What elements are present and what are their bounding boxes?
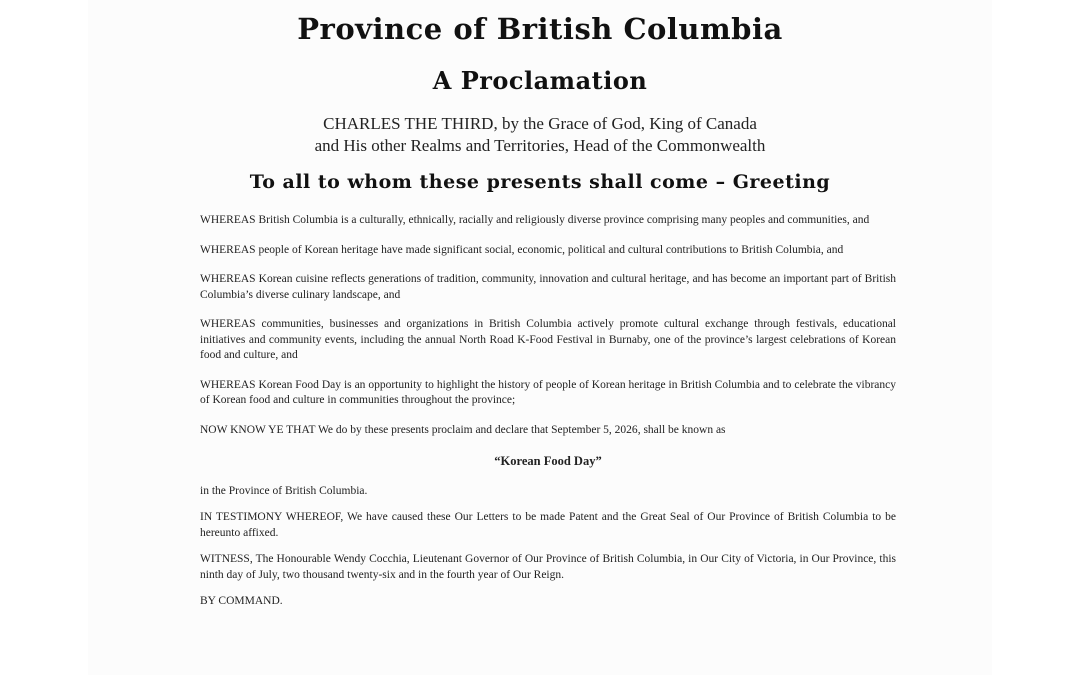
declaration — [200, 423, 896, 439]
whereas-5: WHEREAS Korean Food Day is an opportunity to highlight the history of people of Korean heritage in British Columbia and to celebrate the vibrancy of Korean food and culture in communities throughout the province; — [200, 378, 896, 406]
whereas-4: WHEREAS communities, businesses and organizations in British Columbia actively promote cultural exchange through festivals, educational initiatives and community events, including the annual North Road K-Food Festival in Burnaby, one of the province’s largest celebrations of Korean food and culture, and — [200, 318, 896, 361]
by-command: BY COMMAND. — [200, 595, 283, 607]
whereas-1: WHEREAS British Columbia is a culturally, ethnically, racially and religiously diverse province comprising many peoples and communities, and — [200, 214, 870, 226]
proclamation-body — [200, 213, 896, 610]
king-titles — [88, 113, 992, 157]
king-line-2: and His other Realms and Territories, Head of the Commonwealth — [314, 136, 766, 155]
witness: WITNESS, The Honourable Wendy Cocchia, Lieutenant Governor of Our Province of British Columbia, in Our City of Victoria, in Our Province, this ninth day of July, two thousand twenty-six and in the fourth year of Our Reign. — [200, 553, 896, 581]
declaration-tail: , shall be known as — [637, 423, 726, 436]
proclamation-page — [88, 0, 992, 675]
province-heading: Province of British Columbia — [297, 12, 783, 46]
declaration-lead: NOW KNOW YE THAT We do by these presents proclaim and declare that — [200, 423, 549, 436]
declaration-date: September 5, 2026 — [551, 423, 638, 436]
greeting-heading: To all to whom these presents shall come – Greeting — [249, 171, 831, 193]
day-name: “Korean Food Day” — [494, 454, 602, 468]
crest-fragment — [88, 0, 992, 6]
king-line-1: CHARLES THE THIRD, by the Grace of God, King of Canada — [323, 114, 757, 133]
testimony: IN TESTIMONY WHEREOF, We have caused these Our Letters to be made Patent and the Great Seal of Our Province of British Columbia to be hereunto affixed. — [200, 511, 896, 539]
in-province: in the Province of British Columbia. — [200, 484, 368, 497]
proclamation-heading: A Proclamation — [432, 66, 648, 95]
whereas-3: WHEREAS Korean cuisine reflects generations of tradition, community, innovation and cultural heritage, and has become an important part of British Columbia’s diverse culinary landscape, and — [200, 273, 896, 301]
whereas-2: WHEREAS people of Korean heritage have made significant social, economic, political and cultural contributions to British Columbia, and — [200, 243, 844, 256]
